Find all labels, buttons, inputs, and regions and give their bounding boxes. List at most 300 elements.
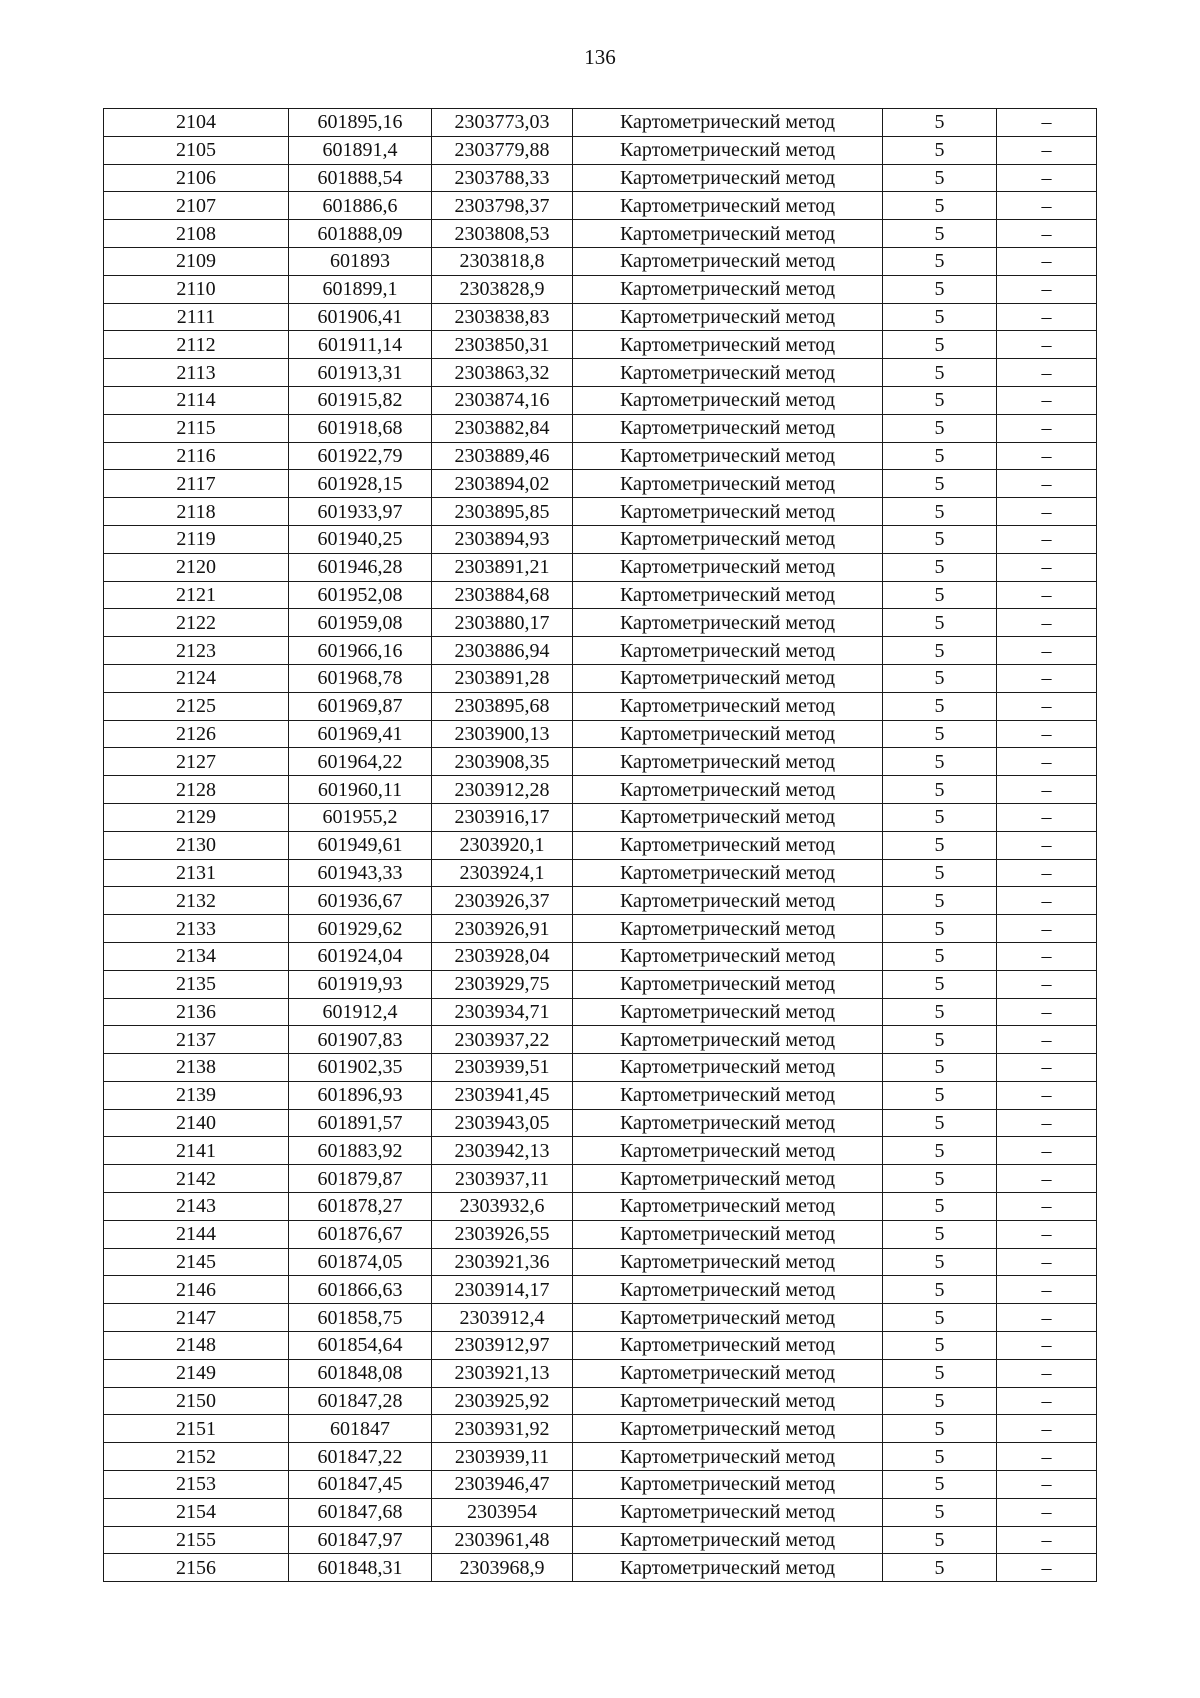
table-row [104, 859, 1097, 887]
point-number-cell: 2119 [104, 525, 289, 553]
method-cell: Картометрический метод [573, 470, 883, 498]
accuracy-cell: 5 [883, 970, 997, 998]
point-number-cell: 2143 [104, 1193, 289, 1221]
method-cell: Картометрический метод [573, 998, 883, 1026]
point-number-cell: 2110 [104, 275, 289, 303]
y-coordinate-cell: 2303926,91 [432, 915, 573, 943]
method-cell: Картометрический метод [573, 720, 883, 748]
description-cell: – [997, 1137, 1097, 1165]
point-number-cell: 2138 [104, 1054, 289, 1082]
description-cell: – [997, 609, 1097, 637]
accuracy-cell: 5 [883, 748, 997, 776]
accuracy-cell: 5 [883, 609, 997, 637]
method-cell: Картометрический метод [573, 359, 883, 387]
point-number-cell: 2136 [104, 998, 289, 1026]
table-row [104, 553, 1097, 581]
y-coordinate-cell: 2303920,1 [432, 831, 573, 859]
x-coordinate-cell: 601899,1 [289, 275, 432, 303]
table-row [104, 664, 1097, 692]
description-cell: – [997, 553, 1097, 581]
method-cell: Картометрический метод [573, 664, 883, 692]
table-row [104, 1109, 1097, 1137]
table-row [104, 109, 1097, 137]
table-row [104, 720, 1097, 748]
description-cell: – [997, 1081, 1097, 1109]
accuracy-cell: 5 [883, 525, 997, 553]
x-coordinate-cell: 601936,67 [289, 887, 432, 915]
point-number-cell: 2113 [104, 359, 289, 387]
table-row [104, 247, 1097, 275]
table-row [104, 998, 1097, 1026]
method-cell: Картометрический метод [573, 1026, 883, 1054]
table-row [104, 915, 1097, 943]
x-coordinate-cell: 601964,22 [289, 748, 432, 776]
table-row [104, 970, 1097, 998]
y-coordinate-cell: 2303934,71 [432, 998, 573, 1026]
point-number-cell: 2139 [104, 1081, 289, 1109]
method-cell: Картометрический метод [573, 1387, 883, 1415]
table-row [104, 581, 1097, 609]
description-cell: – [997, 692, 1097, 720]
accuracy-cell: 5 [883, 414, 997, 442]
x-coordinate-cell: 601933,97 [289, 498, 432, 526]
accuracy-cell: 5 [883, 1165, 997, 1193]
accuracy-cell: 5 [883, 887, 997, 915]
table-row [104, 887, 1097, 915]
description-cell: – [997, 192, 1097, 220]
y-coordinate-cell: 2303886,94 [432, 637, 573, 665]
point-number-cell: 2125 [104, 692, 289, 720]
method-cell: Картометрический метод [573, 1193, 883, 1221]
point-number-cell: 2135 [104, 970, 289, 998]
description-cell: – [997, 247, 1097, 275]
point-number-cell: 2129 [104, 803, 289, 831]
point-number-cell: 2149 [104, 1359, 289, 1387]
table-row [104, 1165, 1097, 1193]
accuracy-cell: 5 [883, 664, 997, 692]
table-row [104, 1443, 1097, 1471]
point-number-cell: 2105 [104, 136, 289, 164]
point-number-cell: 2140 [104, 1109, 289, 1137]
accuracy-cell: 5 [883, 359, 997, 387]
y-coordinate-cell: 2303931,92 [432, 1415, 573, 1443]
point-number-cell: 2132 [104, 887, 289, 915]
method-cell: Картометрический метод [573, 247, 883, 275]
x-coordinate-cell: 601952,08 [289, 581, 432, 609]
y-coordinate-cell: 2303894,02 [432, 470, 573, 498]
y-coordinate-cell: 2303921,36 [432, 1248, 573, 1276]
method-cell: Картометрический метод [573, 164, 883, 192]
x-coordinate-cell: 601847,28 [289, 1387, 432, 1415]
method-cell: Картометрический метод [573, 331, 883, 359]
point-number-cell: 2115 [104, 414, 289, 442]
point-number-cell: 2145 [104, 1248, 289, 1276]
x-coordinate-cell: 601891,4 [289, 136, 432, 164]
accuracy-cell: 5 [883, 1193, 997, 1221]
description-cell: – [997, 136, 1097, 164]
method-cell: Картометрический метод [573, 748, 883, 776]
table-row [104, 414, 1097, 442]
y-coordinate-cell: 2303929,75 [432, 970, 573, 998]
x-coordinate-cell: 601911,14 [289, 331, 432, 359]
point-number-cell: 2147 [104, 1304, 289, 1332]
accuracy-cell: 5 [883, 1248, 997, 1276]
description-cell: – [997, 331, 1097, 359]
accuracy-cell: 5 [883, 498, 997, 526]
point-number-cell: 2109 [104, 247, 289, 275]
description-cell: – [997, 1471, 1097, 1499]
method-cell: Картометрический метод [573, 915, 883, 943]
method-cell: Картометрический метод [573, 942, 883, 970]
accuracy-cell: 5 [883, 1054, 997, 1082]
table-row [104, 1248, 1097, 1276]
y-coordinate-cell: 2303808,53 [432, 220, 573, 248]
method-cell: Картометрический метод [573, 1248, 883, 1276]
y-coordinate-cell: 2303912,28 [432, 776, 573, 804]
x-coordinate-cell: 601919,93 [289, 970, 432, 998]
y-coordinate-cell: 2303932,6 [432, 1193, 573, 1221]
description-cell: – [997, 1498, 1097, 1526]
point-number-cell: 2118 [104, 498, 289, 526]
x-coordinate-cell: 601893 [289, 247, 432, 275]
y-coordinate-cell: 2303891,21 [432, 553, 573, 581]
x-coordinate-cell: 601848,08 [289, 1359, 432, 1387]
accuracy-cell: 5 [883, 192, 997, 220]
y-coordinate-cell: 2303874,16 [432, 386, 573, 414]
table-row [104, 1359, 1097, 1387]
point-number-cell: 2142 [104, 1165, 289, 1193]
description-cell: – [997, 414, 1097, 442]
x-coordinate-cell: 601969,87 [289, 692, 432, 720]
method-cell: Картометрический метод [573, 1137, 883, 1165]
point-number-cell: 2144 [104, 1220, 289, 1248]
y-coordinate-cell: 2303894,93 [432, 525, 573, 553]
method-cell: Картометрический метод [573, 859, 883, 887]
x-coordinate-cell: 601847 [289, 1415, 432, 1443]
method-cell: Картометрический метод [573, 1526, 883, 1554]
method-cell: Картометрический метод [573, 414, 883, 442]
description-cell: – [997, 275, 1097, 303]
method-cell: Картометрический метод [573, 498, 883, 526]
y-coordinate-cell: 2303863,32 [432, 359, 573, 387]
x-coordinate-cell: 601955,2 [289, 803, 432, 831]
accuracy-cell: 5 [883, 1304, 997, 1332]
y-coordinate-cell: 2303828,9 [432, 275, 573, 303]
table-row [104, 1498, 1097, 1526]
x-coordinate-cell: 601946,28 [289, 553, 432, 581]
y-coordinate-cell: 2303924,1 [432, 859, 573, 887]
x-coordinate-cell: 601913,31 [289, 359, 432, 387]
accuracy-cell: 5 [883, 553, 997, 581]
accuracy-cell: 5 [883, 1359, 997, 1387]
point-number-cell: 2130 [104, 831, 289, 859]
x-coordinate-cell: 601902,35 [289, 1054, 432, 1082]
x-coordinate-cell: 601943,33 [289, 859, 432, 887]
table-row [104, 525, 1097, 553]
point-number-cell: 2155 [104, 1526, 289, 1554]
y-coordinate-cell: 2303942,13 [432, 1137, 573, 1165]
table-row [104, 442, 1097, 470]
coordinates-table-body [104, 109, 1097, 1582]
method-cell: Картометрический метод [573, 581, 883, 609]
x-coordinate-cell: 601847,22 [289, 1443, 432, 1471]
y-coordinate-cell: 2303912,97 [432, 1332, 573, 1360]
accuracy-cell: 5 [883, 331, 997, 359]
description-cell: – [997, 498, 1097, 526]
y-coordinate-cell: 2303889,46 [432, 442, 573, 470]
y-coordinate-cell: 2303880,17 [432, 609, 573, 637]
y-coordinate-cell: 2303937,11 [432, 1165, 573, 1193]
y-coordinate-cell: 2303884,68 [432, 581, 573, 609]
y-coordinate-cell: 2303912,4 [432, 1304, 573, 1332]
y-coordinate-cell: 2303900,13 [432, 720, 573, 748]
method-cell: Картометрический метод [573, 109, 883, 137]
point-number-cell: 2150 [104, 1387, 289, 1415]
description-cell: – [997, 998, 1097, 1026]
y-coordinate-cell: 2303946,47 [432, 1471, 573, 1499]
table-row [104, 1332, 1097, 1360]
accuracy-cell: 5 [883, 136, 997, 164]
page-number: 136 [584, 45, 616, 69]
description-cell: – [997, 664, 1097, 692]
x-coordinate-cell: 601848,31 [289, 1554, 432, 1582]
x-coordinate-cell: 601907,83 [289, 1026, 432, 1054]
description-cell: – [997, 637, 1097, 665]
description-cell: – [997, 164, 1097, 192]
y-coordinate-cell: 2303838,83 [432, 303, 573, 331]
point-number-cell: 2141 [104, 1137, 289, 1165]
accuracy-cell: 5 [883, 247, 997, 275]
table-row [104, 164, 1097, 192]
table-row [104, 831, 1097, 859]
description-cell: – [997, 942, 1097, 970]
method-cell: Картометрический метод [573, 553, 883, 581]
accuracy-cell: 5 [883, 109, 997, 137]
x-coordinate-cell: 601891,57 [289, 1109, 432, 1137]
x-coordinate-cell: 601968,78 [289, 664, 432, 692]
description-cell: – [997, 1387, 1097, 1415]
description-cell: – [997, 915, 1097, 943]
x-coordinate-cell: 601966,16 [289, 637, 432, 665]
table-row [104, 1526, 1097, 1554]
description-cell: – [997, 1276, 1097, 1304]
description-cell: – [997, 359, 1097, 387]
accuracy-cell: 5 [883, 1498, 997, 1526]
table-row [104, 1193, 1097, 1221]
x-coordinate-cell: 601895,16 [289, 109, 432, 137]
y-coordinate-cell: 2303895,68 [432, 692, 573, 720]
y-coordinate-cell: 2303908,35 [432, 748, 573, 776]
accuracy-cell: 5 [883, 220, 997, 248]
y-coordinate-cell: 2303916,17 [432, 803, 573, 831]
description-cell: – [997, 442, 1097, 470]
method-cell: Картометрический метод [573, 1471, 883, 1499]
y-coordinate-cell: 2303941,45 [432, 1081, 573, 1109]
table-row [104, 386, 1097, 414]
point-number-cell: 2133 [104, 915, 289, 943]
description-cell: – [997, 1220, 1097, 1248]
description-cell: – [997, 1526, 1097, 1554]
description-cell: – [997, 1193, 1097, 1221]
x-coordinate-cell: 601959,08 [289, 609, 432, 637]
x-coordinate-cell: 601922,79 [289, 442, 432, 470]
x-coordinate-cell: 601929,62 [289, 915, 432, 943]
description-cell: – [997, 1165, 1097, 1193]
method-cell: Картометрический метод [573, 1443, 883, 1471]
table-row [104, 331, 1097, 359]
y-coordinate-cell: 2303926,55 [432, 1220, 573, 1248]
point-number-cell: 2127 [104, 748, 289, 776]
y-coordinate-cell: 2303788,33 [432, 164, 573, 192]
x-coordinate-cell: 601886,6 [289, 192, 432, 220]
accuracy-cell: 5 [883, 470, 997, 498]
description-cell: – [997, 1248, 1097, 1276]
method-cell: Картометрический метод [573, 136, 883, 164]
description-cell: – [997, 831, 1097, 859]
x-coordinate-cell: 601949,61 [289, 831, 432, 859]
description-cell: – [997, 581, 1097, 609]
table-row [104, 1081, 1097, 1109]
point-number-cell: 2116 [104, 442, 289, 470]
x-coordinate-cell: 601940,25 [289, 525, 432, 553]
point-number-cell: 2137 [104, 1026, 289, 1054]
y-coordinate-cell: 2303961,48 [432, 1526, 573, 1554]
method-cell: Картометрический метод [573, 220, 883, 248]
method-cell: Картометрический метод [573, 831, 883, 859]
description-cell: – [997, 1109, 1097, 1137]
x-coordinate-cell: 601847,45 [289, 1471, 432, 1499]
method-cell: Картометрический метод [573, 303, 883, 331]
description-cell: – [997, 1415, 1097, 1443]
x-coordinate-cell: 601912,4 [289, 998, 432, 1026]
table-row [104, 1276, 1097, 1304]
description-cell: – [997, 1443, 1097, 1471]
y-coordinate-cell: 2303937,22 [432, 1026, 573, 1054]
x-coordinate-cell: 601918,68 [289, 414, 432, 442]
table-row [104, 136, 1097, 164]
point-number-cell: 2114 [104, 386, 289, 414]
accuracy-cell: 5 [883, 1109, 997, 1137]
table-row [104, 1387, 1097, 1415]
y-coordinate-cell: 2303798,37 [432, 192, 573, 220]
table-row [104, 692, 1097, 720]
accuracy-cell: 5 [883, 776, 997, 804]
description-cell: – [997, 303, 1097, 331]
point-number-cell: 2148 [104, 1332, 289, 1360]
accuracy-cell: 5 [883, 637, 997, 665]
accuracy-cell: 5 [883, 442, 997, 470]
method-cell: Картометрический метод [573, 1359, 883, 1387]
x-coordinate-cell: 601847,68 [289, 1498, 432, 1526]
point-number-cell: 2106 [104, 164, 289, 192]
x-coordinate-cell: 601924,04 [289, 942, 432, 970]
y-coordinate-cell: 2303921,13 [432, 1359, 573, 1387]
point-number-cell: 2111 [104, 303, 289, 331]
accuracy-cell: 5 [883, 803, 997, 831]
accuracy-cell: 5 [883, 1137, 997, 1165]
x-coordinate-cell: 601915,82 [289, 386, 432, 414]
table-row [104, 1554, 1097, 1582]
method-cell: Картометрический метод [573, 525, 883, 553]
y-coordinate-cell: 2303928,04 [432, 942, 573, 970]
method-cell: Картометрический метод [573, 776, 883, 804]
description-cell: – [997, 1304, 1097, 1332]
x-coordinate-cell: 601960,11 [289, 776, 432, 804]
method-cell: Картометрический метод [573, 692, 883, 720]
accuracy-cell: 5 [883, 859, 997, 887]
y-coordinate-cell: 2303926,37 [432, 887, 573, 915]
description-cell: – [997, 220, 1097, 248]
description-cell: – [997, 1332, 1097, 1360]
x-coordinate-cell: 601879,87 [289, 1165, 432, 1193]
method-cell: Картометрический метод [573, 275, 883, 303]
method-cell: Картометрический метод [573, 1054, 883, 1082]
table-row [104, 192, 1097, 220]
table-row [104, 803, 1097, 831]
x-coordinate-cell: 601876,67 [289, 1220, 432, 1248]
method-cell: Картометрический метод [573, 442, 883, 470]
x-coordinate-cell: 601874,05 [289, 1248, 432, 1276]
table-row [104, 637, 1097, 665]
x-coordinate-cell: 601888,54 [289, 164, 432, 192]
y-coordinate-cell: 2303779,88 [432, 136, 573, 164]
description-cell: – [997, 1026, 1097, 1054]
method-cell: Картометрический метод [573, 1081, 883, 1109]
point-number-cell: 2123 [104, 637, 289, 665]
accuracy-cell: 5 [883, 1443, 997, 1471]
table-row [104, 776, 1097, 804]
x-coordinate-cell: 601888,09 [289, 220, 432, 248]
accuracy-cell: 5 [883, 998, 997, 1026]
accuracy-cell: 5 [883, 915, 997, 943]
point-number-cell: 2151 [104, 1415, 289, 1443]
method-cell: Картометрический метод [573, 1220, 883, 1248]
accuracy-cell: 5 [883, 1276, 997, 1304]
method-cell: Картометрический метод [573, 192, 883, 220]
method-cell: Картометрический метод [573, 1304, 883, 1332]
method-cell: Картометрический метод [573, 609, 883, 637]
table-row [104, 359, 1097, 387]
method-cell: Картометрический метод [573, 1165, 883, 1193]
accuracy-cell: 5 [883, 581, 997, 609]
accuracy-cell: 5 [883, 164, 997, 192]
method-cell: Картометрический метод [573, 970, 883, 998]
table-row [104, 1471, 1097, 1499]
point-number-cell: 2128 [104, 776, 289, 804]
point-number-cell: 2122 [104, 609, 289, 637]
table-row [104, 275, 1097, 303]
description-cell: – [997, 720, 1097, 748]
table-row [104, 748, 1097, 776]
description-cell: – [997, 748, 1097, 776]
method-cell: Картометрический метод [573, 1554, 883, 1582]
accuracy-cell: 5 [883, 1415, 997, 1443]
accuracy-cell: 5 [883, 831, 997, 859]
table-row [104, 1415, 1097, 1443]
y-coordinate-cell: 2303954 [432, 1498, 573, 1526]
x-coordinate-cell: 601969,41 [289, 720, 432, 748]
accuracy-cell: 5 [883, 1471, 997, 1499]
table-row [104, 470, 1097, 498]
method-cell: Картометрический метод [573, 386, 883, 414]
x-coordinate-cell: 601906,41 [289, 303, 432, 331]
point-number-cell: 2134 [104, 942, 289, 970]
method-cell: Картометрический метод [573, 887, 883, 915]
y-coordinate-cell: 2303850,31 [432, 331, 573, 359]
table-row [104, 1137, 1097, 1165]
table-row [104, 498, 1097, 526]
accuracy-cell: 5 [883, 1332, 997, 1360]
